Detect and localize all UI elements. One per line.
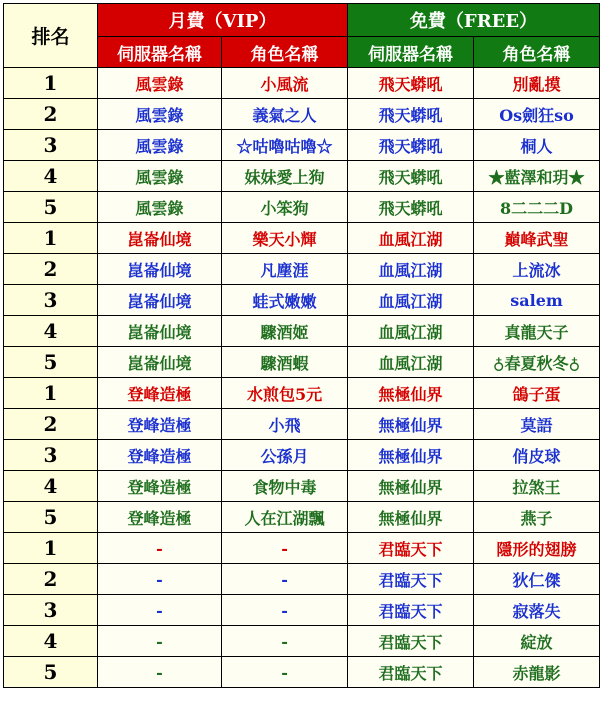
vip-character-cell: 凡塵涯 [222, 254, 348, 285]
rank-cell: 4 [4, 316, 98, 347]
vip-character-cell: 妹妹愛上狗 [222, 161, 348, 192]
free-server-cell: 飛天蟒吼 [348, 192, 474, 223]
free-character-cell: 別亂摸 [474, 68, 600, 99]
table-row [4, 409, 600, 440]
vip-character-cell: 蛙式嫩嫩 [222, 285, 348, 316]
free-server-cell: 無極仙界 [348, 440, 474, 471]
vip-server-cell: - [98, 657, 222, 688]
free-character-cell: 上流冰 [474, 254, 600, 285]
vip-character-cell: - [222, 533, 348, 564]
rank-cell: 5 [4, 192, 98, 223]
free-server-cell: 血風江湖 [348, 285, 474, 316]
free-character-cell: 桐人 [474, 130, 600, 161]
rank-cell: 4 [4, 161, 98, 192]
table-row [4, 471, 600, 502]
table-row [4, 595, 600, 626]
vip-server-cell: 登峰造極 [98, 409, 222, 440]
table-row [4, 285, 600, 316]
table-row [4, 254, 600, 285]
vip-section-header: 月費（VIP） [98, 4, 348, 37]
vip-character-cell: 小風流 [222, 68, 348, 99]
vip-server-cell: 崑崙仙境 [98, 285, 222, 316]
free-character-cell: 莫語 [474, 409, 600, 440]
vip-server-cell: - [98, 595, 222, 626]
header-row-main [4, 4, 600, 37]
vip-server-cell: - [98, 564, 222, 595]
free-server-cell: 飛天蟒吼 [348, 99, 474, 130]
rank-cell: 2 [4, 564, 98, 595]
rank-cell: 3 [4, 595, 98, 626]
vip-character-cell: 小飛 [222, 409, 348, 440]
vip-character-cell: 水煎包5元 [222, 378, 348, 409]
free-character-cell: 赤龍影 [474, 657, 600, 688]
vip-character-cell: 驟酒蝦 [222, 347, 348, 378]
free-character-cell: 寂落失 [474, 595, 600, 626]
table-row [4, 347, 600, 378]
vip-character-cell: - [222, 626, 348, 657]
free-character-cell: 隱形的翅膀 [474, 533, 600, 564]
ranking-table [3, 3, 600, 688]
vip-server-cell: 登峰造極 [98, 440, 222, 471]
free-server-cell: 君臨天下 [348, 657, 474, 688]
vip-server-cell: 崑崙仙境 [98, 254, 222, 285]
vip-server-cell: 風雲錄 [98, 130, 222, 161]
table-row [4, 192, 600, 223]
free-server-cell: 飛天蟒吼 [348, 130, 474, 161]
free-character-cell: 狄仁傑 [474, 564, 600, 595]
free-server-cell: 血風江湖 [348, 223, 474, 254]
rank-cell: 1 [4, 378, 98, 409]
rank-cell: 4 [4, 471, 98, 502]
table-row [4, 223, 600, 254]
vip-character-header: 角色名稱 [222, 37, 348, 68]
free-character-cell: 8二二二D [474, 192, 600, 223]
free-server-cell: 君臨天下 [348, 626, 474, 657]
table-row [4, 316, 600, 347]
free-character-cell: 綻放 [474, 626, 600, 657]
rank-cell: 5 [4, 657, 98, 688]
table-row [4, 626, 600, 657]
free-character-cell: salem [474, 285, 600, 316]
rank-cell: 2 [4, 254, 98, 285]
table-header [4, 4, 600, 68]
vip-server-header: 伺服器名稱 [98, 37, 222, 68]
vip-server-cell: 崑崙仙境 [98, 223, 222, 254]
table-row [4, 130, 600, 161]
free-server-cell: 血風江湖 [348, 254, 474, 285]
vip-server-cell: - [98, 626, 222, 657]
rank-cell: 3 [4, 285, 98, 316]
vip-server-cell: 崑崙仙境 [98, 316, 222, 347]
table-row [4, 502, 600, 533]
rank-cell: 2 [4, 99, 98, 130]
free-server-cell: 無極仙界 [348, 471, 474, 502]
free-server-cell: 飛天蟒吼 [348, 161, 474, 192]
vip-server-cell: - [98, 533, 222, 564]
vip-character-cell: - [222, 564, 348, 595]
free-character-cell: 巔峰武聖 [474, 223, 600, 254]
vip-server-cell: 崑崙仙境 [98, 347, 222, 378]
vip-character-cell: 食物中毒 [222, 471, 348, 502]
table-row [4, 440, 600, 471]
rank-cell: 1 [4, 68, 98, 99]
table-row [4, 161, 600, 192]
rank-cell: 5 [4, 347, 98, 378]
vip-server-cell: 風雲錄 [98, 192, 222, 223]
vip-character-cell: ☆咕嚕咕嚕☆ [222, 130, 348, 161]
free-server-cell: 血風江湖 [348, 316, 474, 347]
rank-column-header: 排名 [4, 4, 98, 68]
free-server-cell: 無極仙界 [348, 409, 474, 440]
table-row [4, 68, 600, 99]
free-character-cell: 燕子 [474, 502, 600, 533]
table-row [4, 657, 600, 688]
table-body [4, 68, 600, 688]
table-row [4, 378, 600, 409]
vip-character-cell: - [222, 595, 348, 626]
rank-cell: 3 [4, 440, 98, 471]
free-server-cell: 君臨天下 [348, 595, 474, 626]
rank-cell: 4 [4, 626, 98, 657]
vip-server-cell: 風雲錄 [98, 68, 222, 99]
rank-cell: 1 [4, 533, 98, 564]
free-server-cell: 君臨天下 [348, 533, 474, 564]
vip-character-cell: 小笨狗 [222, 192, 348, 223]
rank-cell: 5 [4, 502, 98, 533]
free-character-cell: ★藍澤和玥★ [474, 161, 600, 192]
table-row [4, 99, 600, 130]
free-server-cell: 飛天蟒吼 [348, 68, 474, 99]
free-server-cell: 無極仙界 [348, 378, 474, 409]
vip-character-cell: 驟酒姬 [222, 316, 348, 347]
table-row [4, 533, 600, 564]
vip-server-cell: 登峰造極 [98, 502, 222, 533]
free-section-header: 免費（FREE） [348, 4, 600, 37]
vip-character-cell: - [222, 657, 348, 688]
vip-server-cell: 登峰造極 [98, 471, 222, 502]
free-character-cell: ♁春夏秋冬♁ [474, 347, 600, 378]
rank-cell: 1 [4, 223, 98, 254]
rank-cell: 3 [4, 130, 98, 161]
free-server-cell: 無極仙界 [348, 502, 474, 533]
free-server-header: 伺服器名稱 [348, 37, 474, 68]
free-character-cell: 俏皮球 [474, 440, 600, 471]
free-character-cell: Os劍狂so [474, 99, 600, 130]
free-character-cell: 拉煞王 [474, 471, 600, 502]
table-row [4, 564, 600, 595]
vip-character-cell: 樂天小輝 [222, 223, 348, 254]
vip-server-cell: 風雲錄 [98, 161, 222, 192]
vip-server-cell: 風雲錄 [98, 99, 222, 130]
vip-character-cell: 人在江湖飄 [222, 502, 348, 533]
free-server-cell: 君臨天下 [348, 564, 474, 595]
vip-character-cell: 公孫月 [222, 440, 348, 471]
rank-cell: 2 [4, 409, 98, 440]
free-server-cell: 血風江湖 [348, 347, 474, 378]
free-character-cell: 鴿子蛋 [474, 378, 600, 409]
free-character-cell: 真龍天子 [474, 316, 600, 347]
vip-character-cell: 義氣之人 [222, 99, 348, 130]
free-character-header: 角色名稱 [474, 37, 600, 68]
vip-server-cell: 登峰造極 [98, 378, 222, 409]
